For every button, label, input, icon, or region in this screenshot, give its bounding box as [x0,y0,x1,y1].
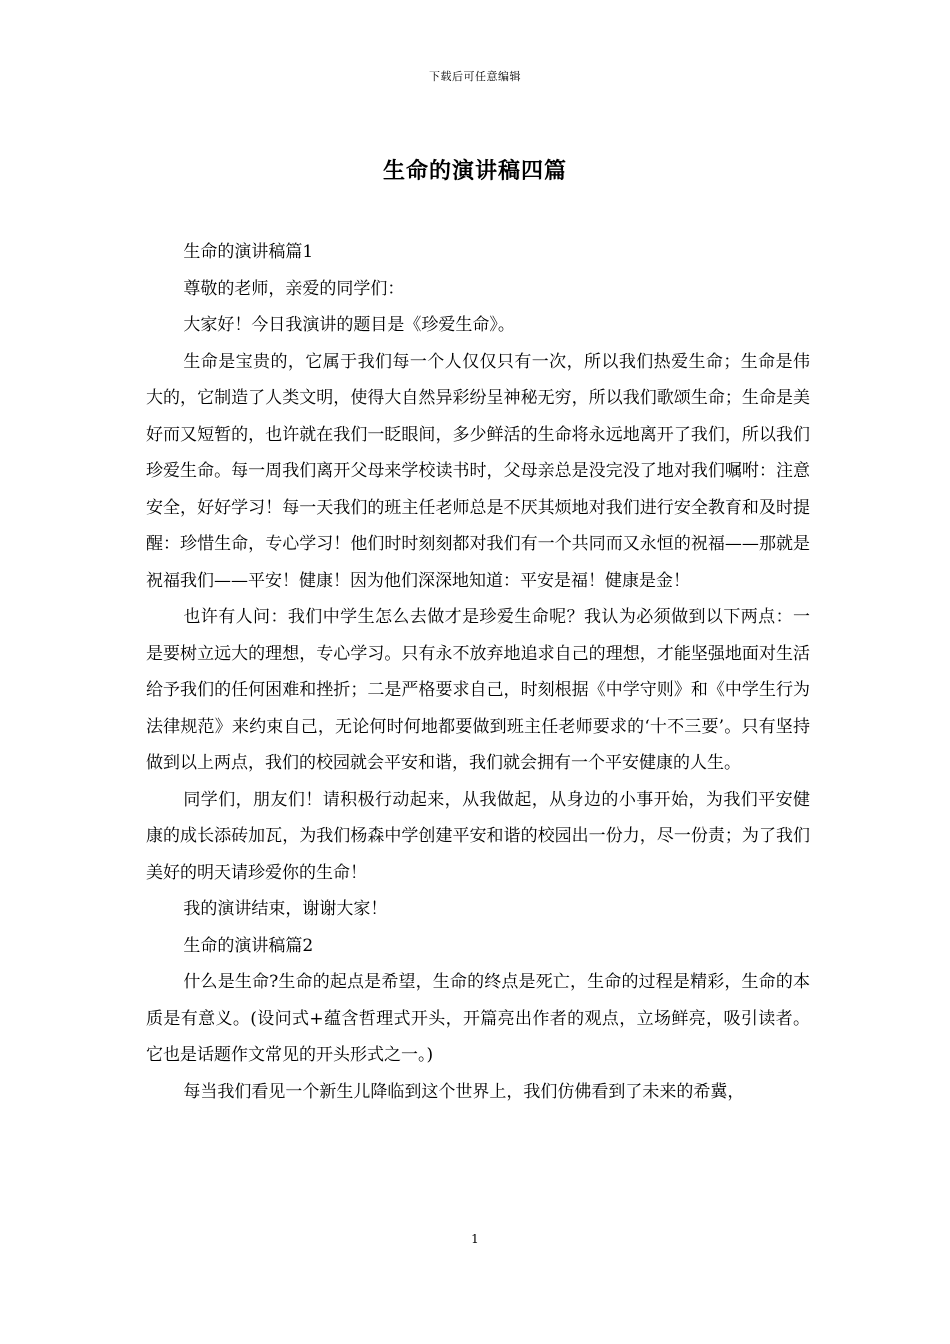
page-number: 1 [471,1232,479,1246]
body-paragraph: 同学们，朋友们！请积极行动起来，从我做起，从身边的小事开始，为我们平安健康的成长添砖加瓦，为我们杨森中学创建平安和谐的校园出一份力，尽一份责；为了我们美好的明天请珍爱你的生命！ [146,789,810,883]
body-paragraph: 生命是宝贵的，它属于我们每一个人仅仅只有一次，所以我们热爱生命；生命是伟大的，它制造了人类文明，使得大自然异彩纷呈神秘无穷，所以我们歌颂生命；生命是美好而又短暂的，也许就在我们一眨眼间，多少鲜活的生命将永远地离开了我们，所以我们珍爱生命。每一周我们离开父母来学校读书时，父母亲总是没完没了地对我们嘱咐：注意安全，好好学习！每一天我们的班主任老师总是不厌其烦地对我们进行安全教育和及时提醒：珍惜生命，专心学习！他们时时刻刻都对我们有一个共同而又永恒的祝福——那就是祝福我们——平安！健康！因为他们深深地知道：平安是福！健康是金！ [146,351,810,591]
document-body [146,234,810,1110]
section-heading-2: 生命的演讲稿篇2 [183,935,314,956]
salutation: 尊敬的老师，亲爱的同学们： [183,278,405,299]
section-heading-1: 生命的演讲稿篇1 [183,242,314,262]
header-note: 下载后可任意编辑 [429,70,521,83]
closing-paragraph: 我的演讲结束，谢谢大家！ [183,899,388,919]
body-paragraph: 每当我们看见一个新生儿降临到这个世界上，我们仿佛看到了未来的希冀， [183,1081,745,1102]
document-title: 生命的演讲稿四篇 [382,158,567,184]
body-paragraph: 什么是生命?生命的起点是希望，生命的终点是死亡，生命的过程是精彩，生命的本质是有意义。(设问式+蕴含哲理式开头，开篇亮出作者的观点，立场鲜亮，吸引读者。它也是话题作文常见的开头形式之一。) [146,972,810,1065]
body-paragraph: 也许有人问：我们中学生怎么去做才是珍爱生命呢？我认为必须做到以下两点：一是要树立远大的理想，专心学习。只有永不放弃地追求自己的理想，才能坚强地面对生活给予我们的任何困难和挫折；二是严格要求自己，时刻根据《中学守则》和《中学生行为法律规范》来约束自己，无论何时何地都要做到班主任老师要求的‘十不三要’。只有坚持做到以上两点，我们的校园就会平安和谐，我们就会拥有一个平安健康的人生。 [146,607,810,773]
greeting-paragraph: 大家好！今日我演讲的题目是《珍爱生命》。 [183,315,515,335]
